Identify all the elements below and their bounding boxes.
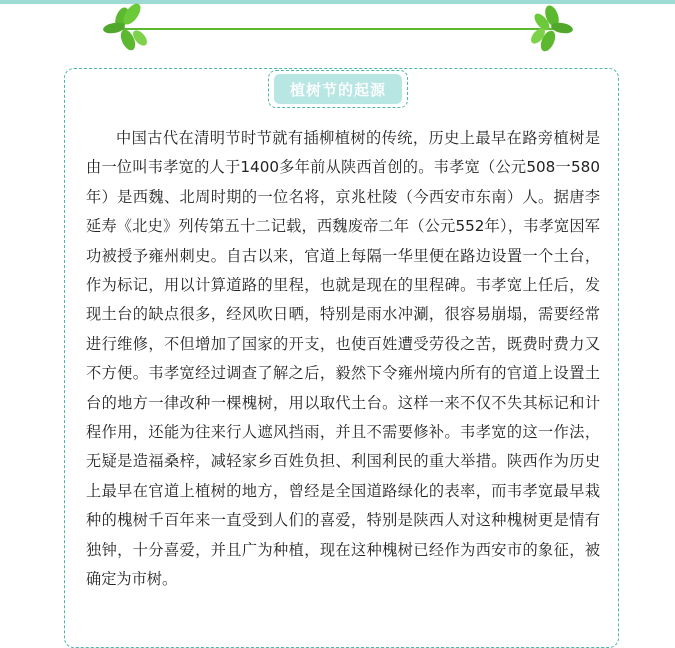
left-leaf-cluster-icon: [102, 1, 149, 53]
title-badge: [268, 70, 408, 108]
article-title: 植树节的起源: [274, 74, 402, 104]
vine-with-leaves-icon: [100, 0, 578, 60]
article-body: 中国古代在清明节时节就有插柳植树的传统，历史上最早在路旁植树是由一位叫韦孝宽的人于1400多年前从陕西首创的。韦孝宽（公元508一580年）是西魏、北周时期的一位名将，京兆杜陵（今西安市东南）人。据唐李延寿《北史》列传第五十二记载，西魏废帝二年（公元552年），韦孝宽因军功被授予雍州刺史。自古以来，官道上每隔一华里便在路边设置一个土台，作为标记，用以计算道路的里程，也就是现在的里程碑。韦孝宽上任后，发现土台的缺点很多，经风吹日晒，特别是雨水冲涮，很容易崩塌，需要经常进行维修，不但增加了国家的开支，也使百姓遭受劳役之苦，既费时费力又不方便。韦孝宽经过调查了解之后，毅然下令雍州境内所有的官道上设置土台的地方一律改种一棵槐树，用以取代土台。这样一来不仅不失其标记和计程作用，还能为往来行人遮风挡雨，并且不需要修补。韦孝宽的这一作法，无疑是造福桑梓，减轻家乡百姓负担、利国利民的重大举措。陕西作为历史上最早在官道上植树的地方，曾经是全国道路绿化的表率，而韦孝宽最早栽种的槐树千百年来一直受到人们的喜爱，特别是陕西人对这种槐树更是情有独钟，十分喜爱，并且广为种植，现在这种槐树已经作为西安市的象征，被确定为市树。: [86, 129, 600, 589]
